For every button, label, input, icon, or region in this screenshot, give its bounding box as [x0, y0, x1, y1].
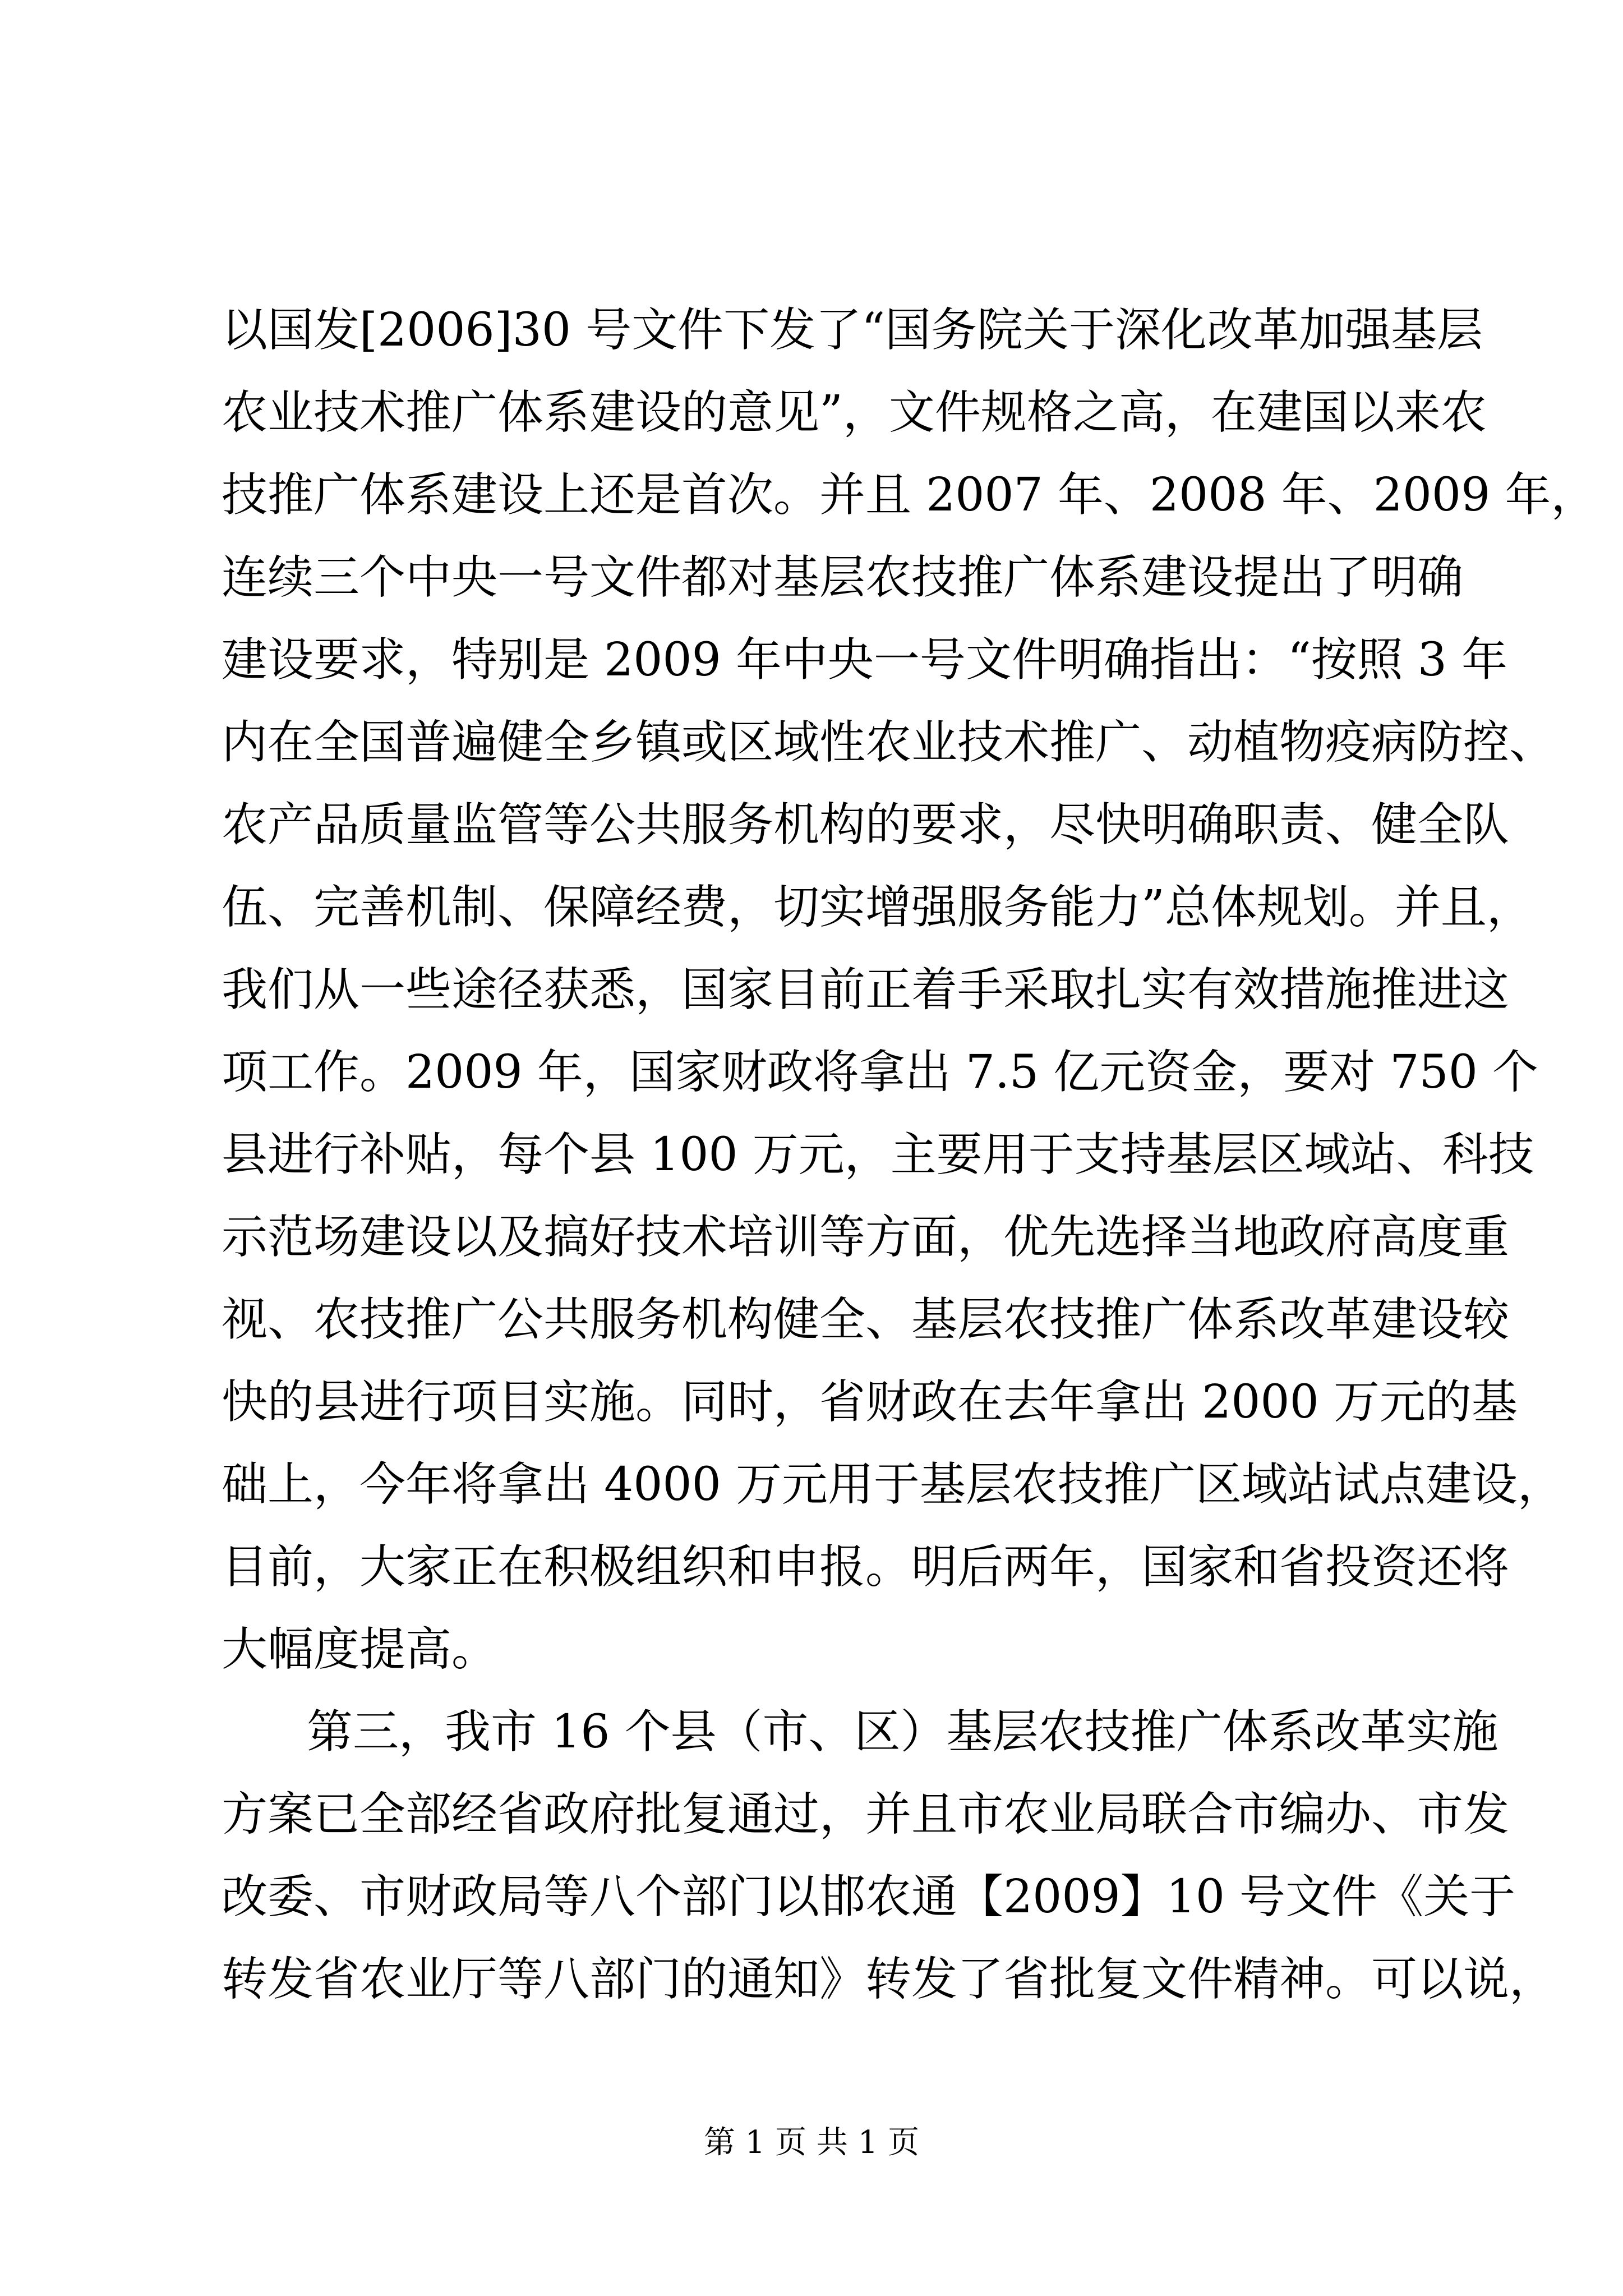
text-line: 第三，我市 16 个县（市、区）基层农技推广体系改革实施 [307, 1705, 1498, 1759]
text-line: 县进行补贴，每个县 100 万元，主要用于支持基层区域站、科技 [222, 1128, 1534, 1181]
text-line: 转发省农业厅等八部门的通知》转发了省批复文件精神。可以说， [222, 1953, 1556, 2006]
text-line: 视、农技推广公共服务机构健全、基层农技推广体系改革建设较 [222, 1293, 1510, 1346]
text-line: 内在全国普遍健全乡镇或区域性农业技术推广、动植物疫病防控、 [222, 716, 1556, 769]
text-line: 连续三个中央一号文件都对基层农技推广体系建设提出了明确 [222, 551, 1464, 604]
text-line: 农业技术推广体系建设的意见”，文件规格之高，在建国以来农 [222, 386, 1487, 439]
text-line: 建设要求，特别是 2009 年中央一号文件明确指出：“按照 3 年 [222, 633, 1508, 687]
text-line: 快的县进行项目实施。同时，省财政在去年拿出 2000 万元的基 [222, 1375, 1518, 1429]
text-line: 伍、完善机制、保障经费，切实增强服务能力”总体规划。并且， [222, 881, 1533, 934]
text-line: 改委、市财政局等八个部门以邯农通【2009】10 号文件《关于 [222, 1870, 1516, 1924]
text-line: 示范场建设以及搞好技术培训等方面，优先选择当地政府高度重 [222, 1211, 1510, 1264]
text-line: 目前，大家正在积极组织和申报。明后两年，国家和省投资还将 [222, 1540, 1510, 1594]
text-line: 方案已全部经省政府批复通过，并且市农业局联合市编办、市发 [222, 1788, 1510, 1841]
text-line: 农产品质量监管等公共服务机构的要求，尽快明确职责、健全队 [222, 798, 1510, 852]
text-line: 础上，今年将拿出 4000 万元用于基层农技推广区域站试点建设， [222, 1458, 1564, 1511]
text-line: 我们从一些途径获悉，国家目前正着手采取扎实有效措施推进这 [222, 963, 1510, 1016]
text-line: 大幅度提高。 [222, 1623, 498, 1676]
text-line: 项工作。2009 年，国家财政将拿出 7.5 亿元资金，要对 750 个 [222, 1046, 1538, 1099]
body-text [222, 289, 1597, 2021]
text-line: 技推广体系建设上还是首次。并且 2007 年、2008 年、2009 年， [222, 468, 1597, 522]
text-line: 以国发[2006]30 号文件下发了“国务院关于深化改革加强基层 [222, 303, 1483, 357]
page-number-footer: 第 1 页 共 1 页 [703, 2124, 920, 2161]
